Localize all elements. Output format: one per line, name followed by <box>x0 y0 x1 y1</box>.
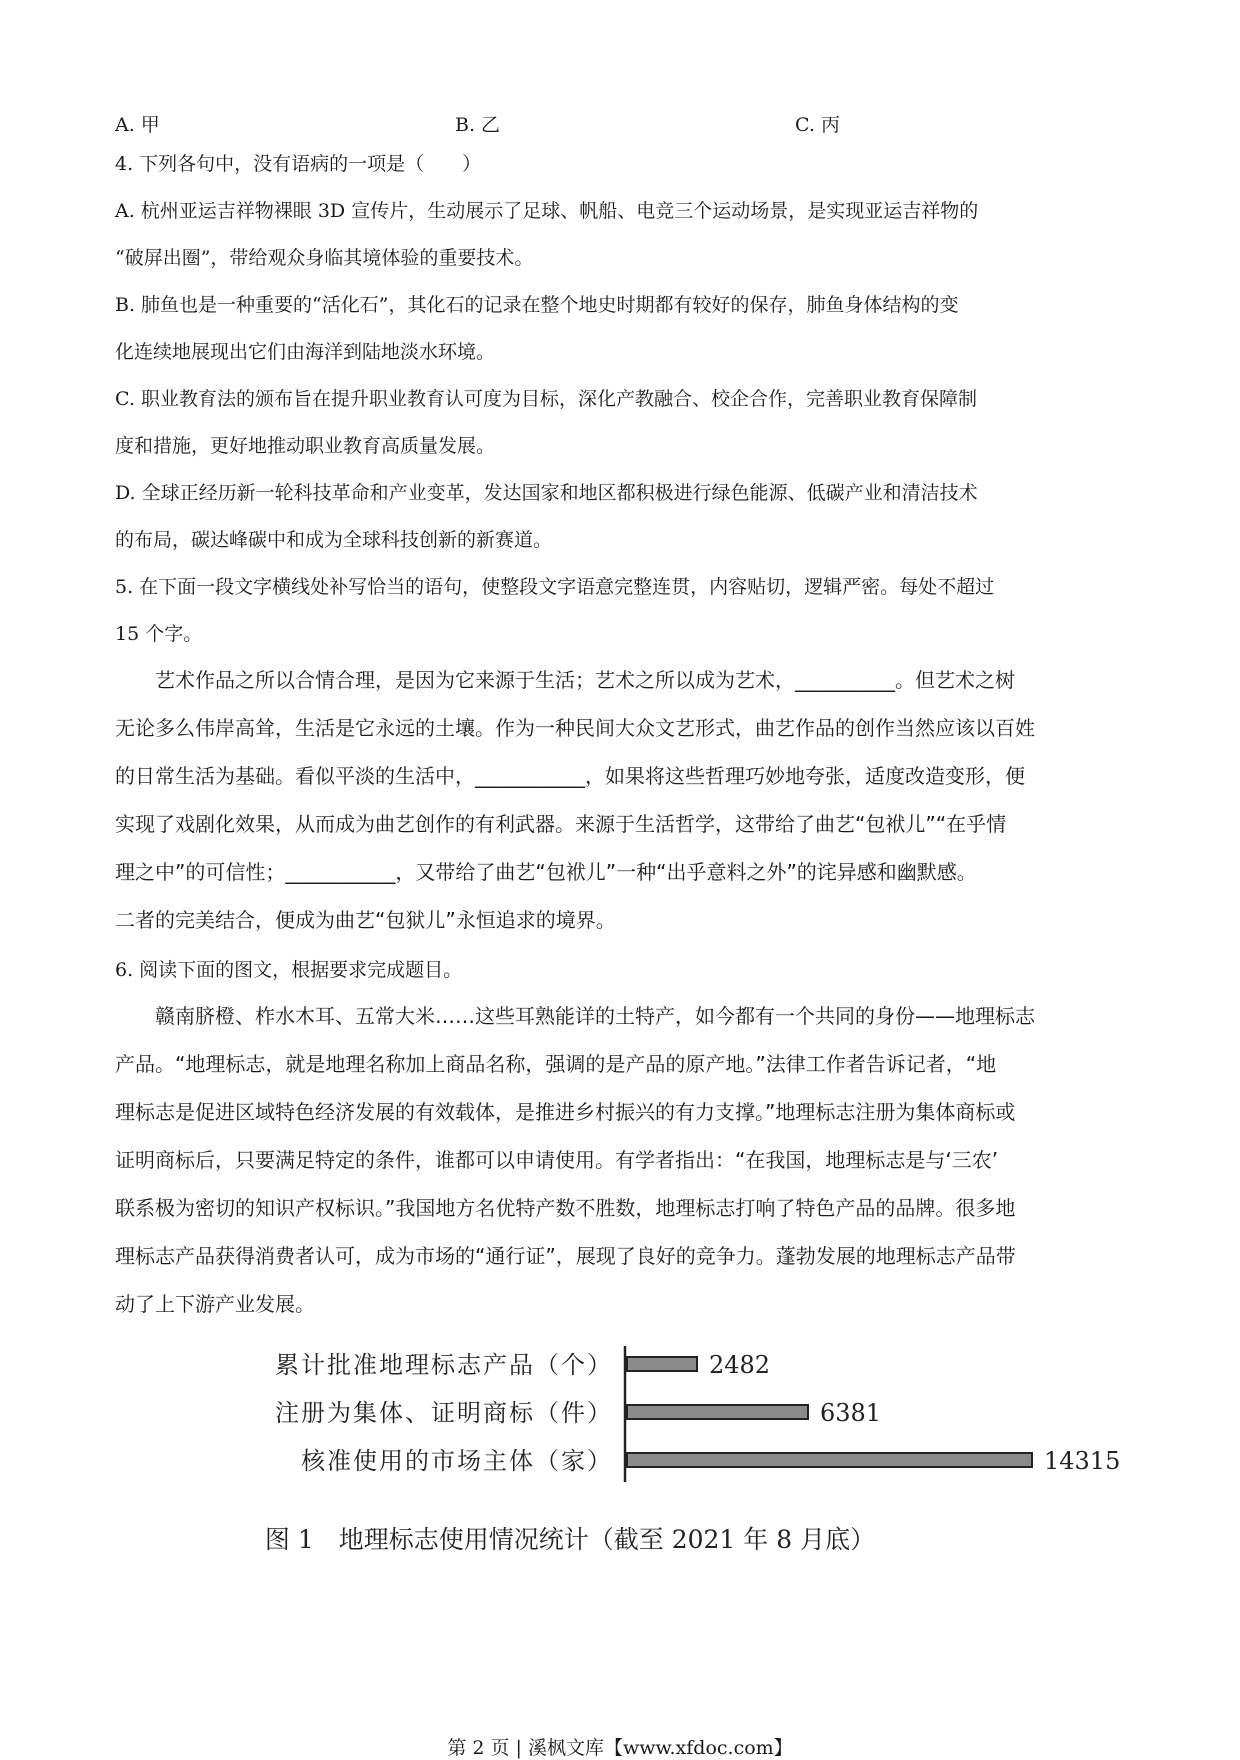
q4-option-a-line2: “破屏出圈”，带给观众身临其境体验的重要技术。 <box>115 247 534 269</box>
chart-value-label: 6381 <box>820 1399 882 1427</box>
q4-option-a-line1: A. 杭州亚运吉祥物裸眼 3D 宣传片，生动展示了足球、帆船、电竞三个运动场景，是实现亚运吉祥物的 <box>115 200 979 222</box>
q6-passage-line5: 联系极为密切的知识产权标识。”我国地方名优特产数不胜数，地理标志打响了特色产品的品牌。很多地 <box>115 1196 1016 1220</box>
q4-option-d-line1: D. 全球正经历新一轮科技革命和产业变革，发达国家和地区都积极进行绿色能源、低碳产业和清洁技术 <box>115 482 978 504</box>
q6-passage-line3: 理标志是促进区域特色经济发展的有效载体，是推进乡村振兴的有力支撑。”地理标志注册为集体商标或 <box>115 1100 1016 1124</box>
chart-bar <box>627 1453 1032 1467</box>
chart-value-label: 2482 <box>709 1351 771 1379</box>
chart-value-label: 14315 <box>1044 1447 1121 1475</box>
q6-passage-line7: 动了上下游产业发展。 <box>115 1292 315 1316</box>
q5-stem-line2: 15 个字。 <box>115 623 203 645</box>
q4-stem: 4. 下列各句中，没有语病的一项是（ ） <box>115 153 482 175</box>
q5-passage-line6: 二者的完美结合，便成为曲艺“包狱儿”永恒追求的境界。 <box>115 908 616 932</box>
chart-category-label: 累计批准地理标志产品（个） <box>275 1351 613 1379</box>
q6-passage-line1: 赣南脐橙、柞水木耳、五常大米……这些耳熟能详的土特产，如今都有一个共同的身份——地理标志 <box>155 1004 1035 1028</box>
chart-bar <box>627 1357 697 1371</box>
q4-option-c-line2: 度和措施，更好地推动职业教育高质量发展。 <box>115 435 496 457</box>
page-footer: 第 2 页 | 溪枫文库【www.xfdoc.com】 <box>447 1737 793 1759</box>
q5-passage-line3: 的日常生活为基础。看似平淡的生活中，___________，如果将这些哲理巧妙地夸张，适度改造变形，便 <box>115 764 1025 788</box>
q5-passage-line1: 艺术作品之所以合情合理，是因为它来源于生活；艺术之所以成为艺术，__________。但艺术之树 <box>155 668 1015 692</box>
chart-category-label: 核准使用的市场主体（家） <box>301 1447 613 1475</box>
q5-stem-line1: 5. 在下面一段文字横线处补写恰当的语句，使整段文字语意完整连贯，内容贴切，逻辑严密。每处不超过 <box>115 576 995 598</box>
geo-indication-bar-chart <box>215 1340 1121 1570</box>
q5-passage-line2: 无论多么伟岸高耸，生活是它永远的土壤。作为一种民间大众文艺形式，曲艺作品的创作当然应该以百姓 <box>115 716 1035 740</box>
q6-stem: 6. 阅读下面的图文，根据要求完成题目。 <box>115 959 463 981</box>
q6-passage-line2: 产品。“地理标志，就是地理名称加上商品名称，强调的是产品的原产地。”法律工作者告诉记者，“地 <box>115 1052 997 1076</box>
q4-option-c-line1: C. 职业教育法的颁布旨在提升职业教育认可度为目标，深化产教融合、校企合作，完善职业教育保障制 <box>115 388 977 410</box>
q4-option-b-line1: B. 肺鱼也是一种重要的“活化石”，其化石的记录在整个地史时期都有较好的保存，肺鱼身体结构的变 <box>115 294 959 316</box>
q4-option-b-line2: 化连续地展现出它们由海洋到陆地淡水环境。 <box>115 341 496 363</box>
option-c: C. 丙 <box>795 114 840 136</box>
option-a: A. 甲 <box>115 114 160 136</box>
chart-bar <box>627 1405 808 1419</box>
q6-passage-line6: 理标志产品获得消费者认可，成为市场的“通行证”，展现了良好的竞争力。蓬勃发展的地理标志产品带 <box>115 1244 1016 1268</box>
chart-title: 图 1 地理标志使用情况统计（截至 2021 年 8 月底） <box>264 1525 876 1554</box>
q5-passage-line4: 实现了戏剧化效果，从而成为曲艺创作的有利武器。来源于生活哲学，这带给了曲艺“包袱儿”“在乎情 <box>115 812 1007 836</box>
q6-passage-line4: 证明商标后，只要满足特定的条件，谁都可以申请使用。有学者指出：“在我国，地理标志是与‘三农’ <box>115 1148 999 1172</box>
option-b: B. 乙 <box>455 114 501 136</box>
chart-category-label: 注册为集体、证明商标（件） <box>275 1399 613 1427</box>
q5-passage-line5: 理之中”的可信性；___________，又带给了曲艺“包袱儿”一种“出乎意料之外”的诧异感和幽默感。 <box>115 860 977 884</box>
q4-option-d-line2: 的布局，碳达峰碳中和成为全球科技创新的新赛道。 <box>115 529 553 551</box>
